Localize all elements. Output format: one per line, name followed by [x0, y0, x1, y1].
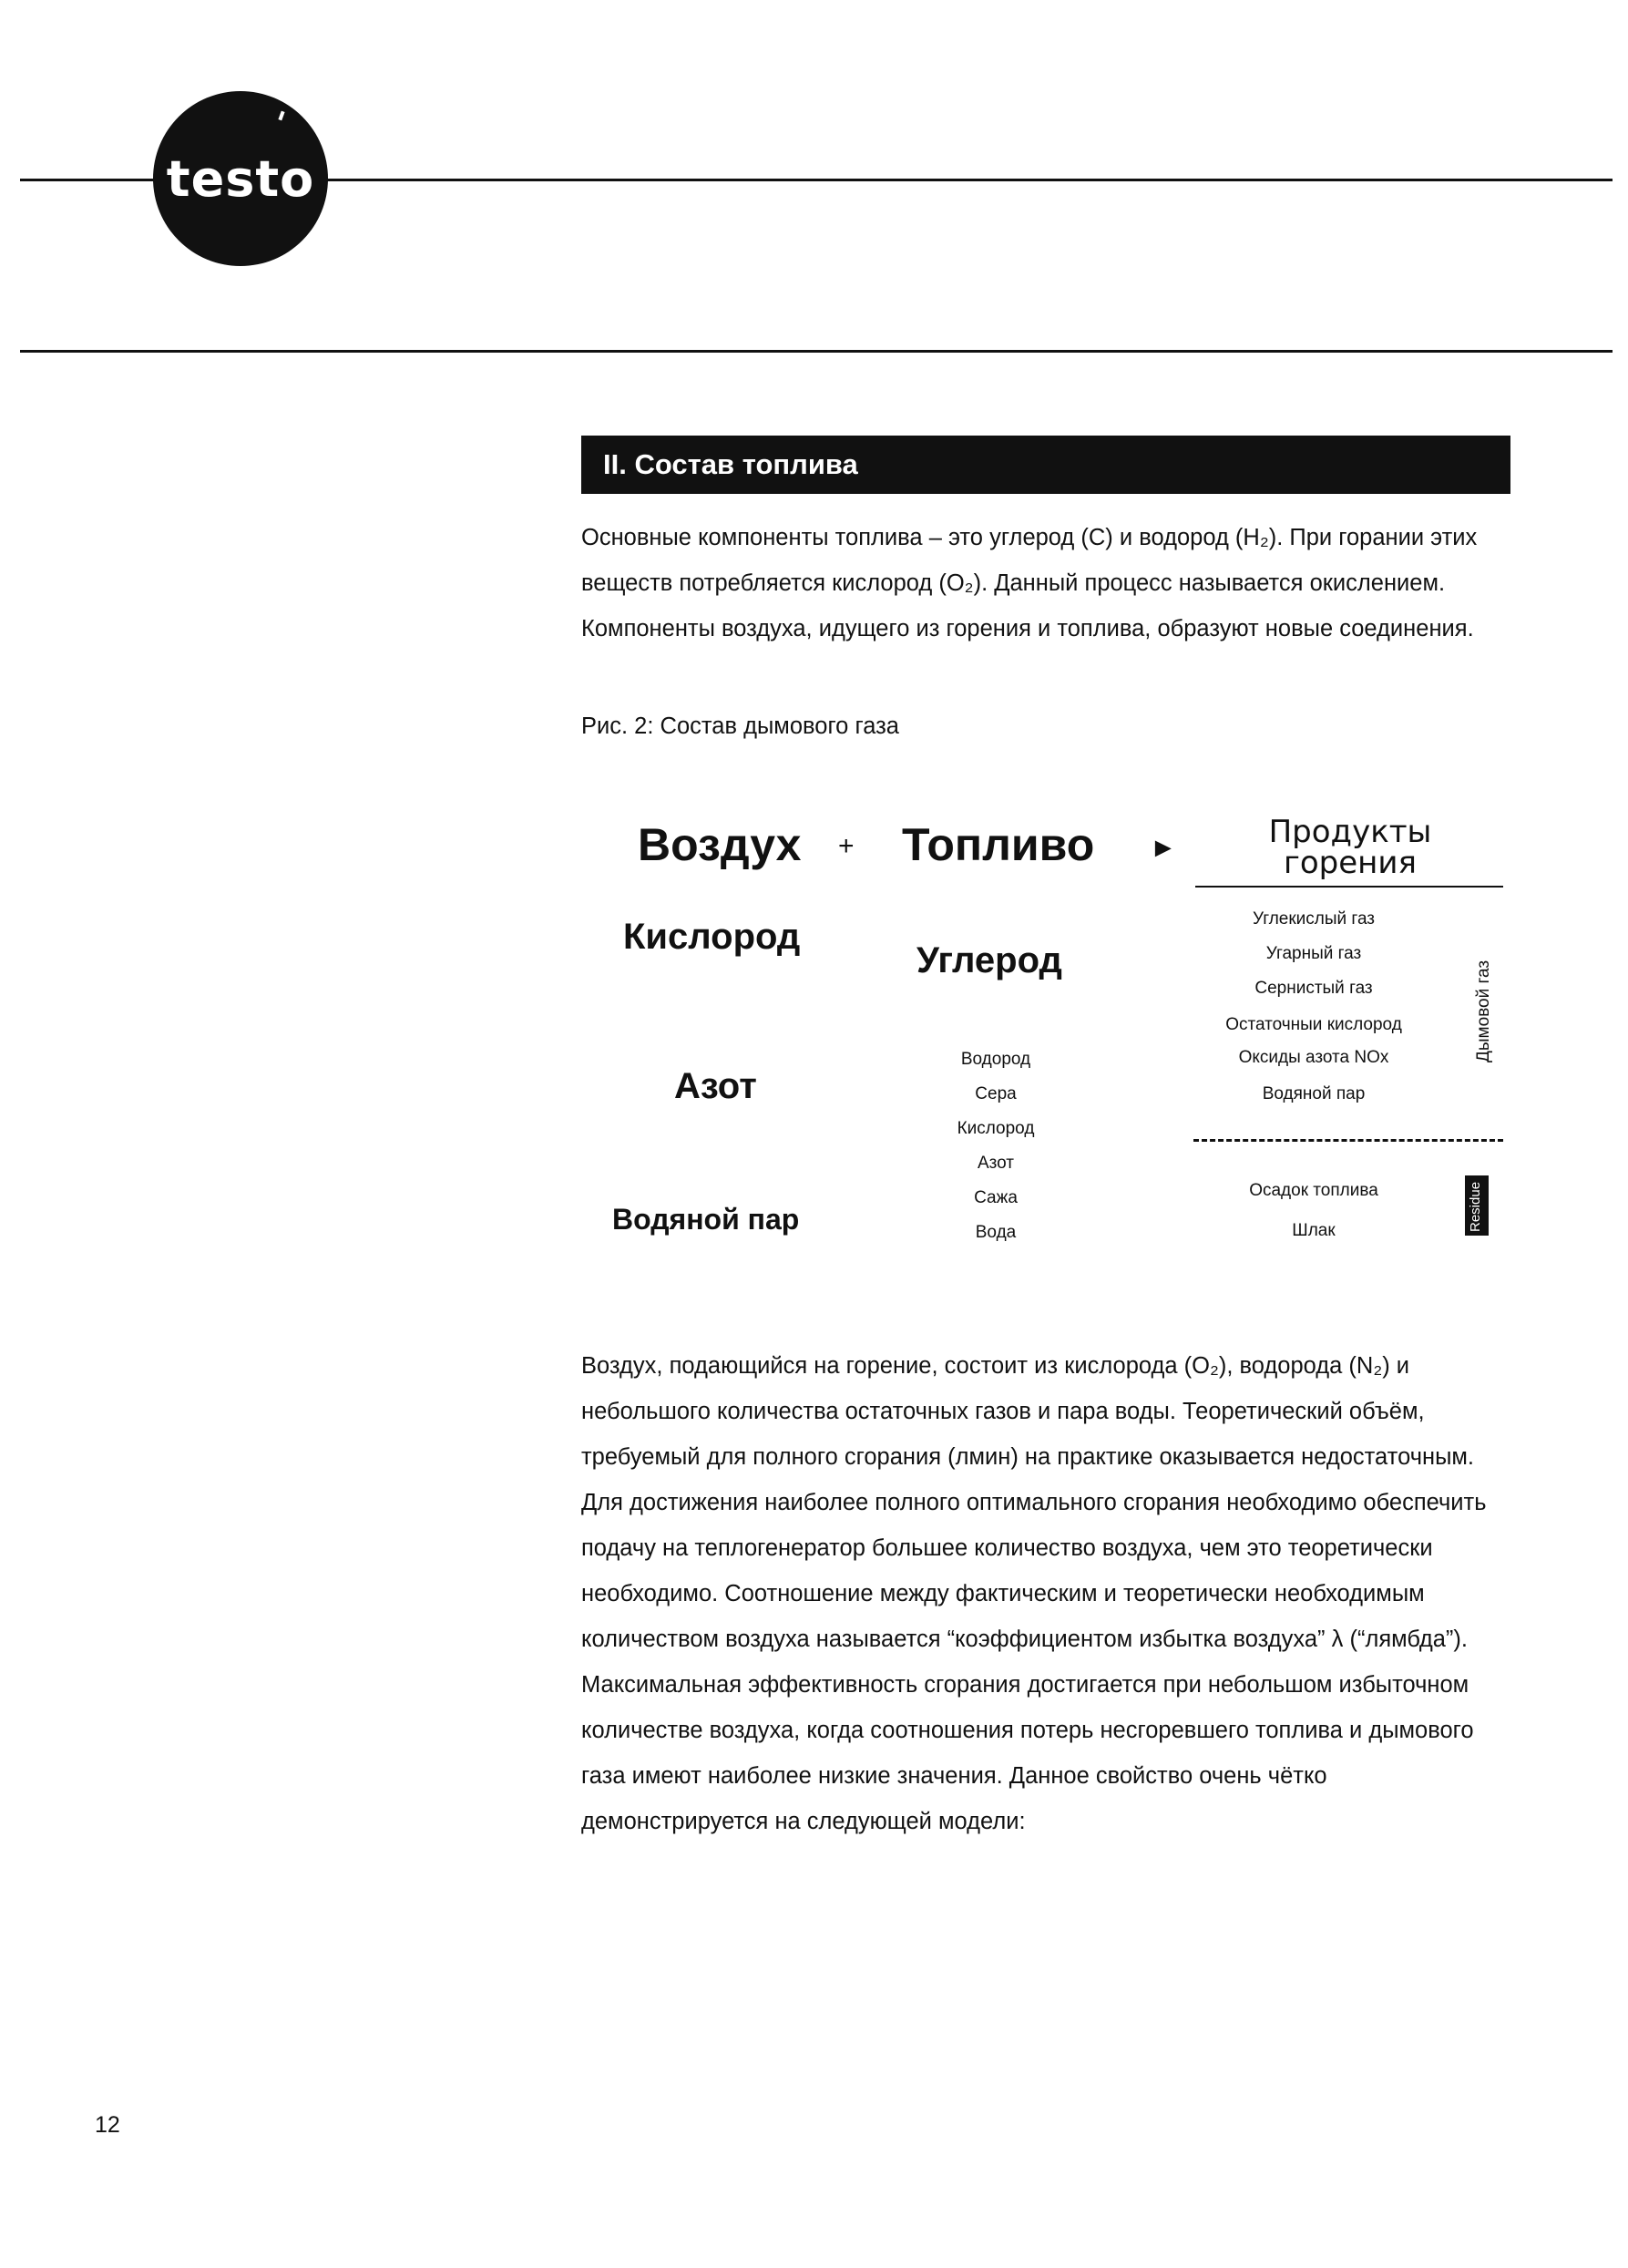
- products-title: Продукты горения: [1268, 814, 1432, 881]
- product-item: Остаточныи кислород: [1225, 1015, 1402, 1034]
- testo-logo: testo: [153, 91, 328, 266]
- header-bottom-rule: [20, 350, 1613, 353]
- fuel-title: Топливо: [902, 819, 1095, 870]
- fuel-item: Кислород: [957, 1119, 1035, 1138]
- residue-item: Шлак: [1292, 1221, 1336, 1240]
- section-title: II. Состав топлива: [581, 436, 1510, 494]
- arrow-icon: ►: [1150, 833, 1177, 863]
- residue-divider: [1193, 1139, 1503, 1142]
- air-item-oxygen: Кислород: [623, 917, 801, 957]
- air-item-nitrogen: Азот: [674, 1066, 757, 1106]
- fuel-item: Вода: [975, 1223, 1017, 1242]
- product-item: Углекислый газ: [1252, 909, 1376, 929]
- air-item-water-vapor: Водяной пар: [612, 1203, 800, 1236]
- flue-gas-label: Дымовой газ: [1474, 960, 1493, 1062]
- fuel-item: Азот: [977, 1154, 1015, 1173]
- product-item: Сернистый газ: [1254, 979, 1373, 998]
- product-item: Угарный газ: [1265, 944, 1362, 963]
- fuel-item: Сажа: [974, 1188, 1018, 1207]
- air-title: Воздух: [638, 819, 802, 870]
- residue-item: Осадок топлива: [1249, 1181, 1378, 1200]
- residue-label: Residue: [1465, 1175, 1489, 1236]
- fuel-main-carbon: Углерод: [916, 940, 1062, 980]
- product-item: Водяной пар: [1262, 1084, 1366, 1103]
- figure-caption: Рис. 2: Состав дымового газа: [581, 713, 899, 739]
- products-underline: [1195, 886, 1503, 888]
- intro-paragraph: Основные компоненты топлива – это углерод (С) и водород (Н₂). При горании этих веществ потребляется кислород (O₂). Данный процесс называется окислением. Компоненты воздуха, идущего из горения и топлива, образуют новые соединения.: [581, 525, 1478, 641]
- product-item: Оксиды азота NOx: [1238, 1048, 1389, 1067]
- fuel-item: Водород: [960, 1050, 1031, 1069]
- body-paragraph: Воздух, подающийся на горение, состоит из кислорода (O₂), водорода (N₂) и небольшого количества остаточных газов и пара воды. Теоретический объём, требуемый для полного сгорания (лмин) на практике оказывается недостаточным. Для достижения наиболее полного оптимального сгорания необходимо обеспечить подачу на теплогенератор большее количество воздуха, чем это теоретически необходимо. Соотношение между фактическим и теоретически необходимым количеством воздуха называется “коэффициентом избытка воздуха” λ (“лямбда”). Максимальная эффективность сгорания достигается при небольшом избыточном количестве воздуха, когда соотношения потерь несгоревшего топлива и дымового газа имеют наиболее низкие значения. Данное свойство очень чётко демонстрируется на следующей модели:: [581, 1353, 1487, 1834]
- plus-sign: +: [838, 831, 855, 861]
- fuel-item: Сера: [975, 1084, 1017, 1103]
- page-number: 12: [95, 2112, 120, 2138]
